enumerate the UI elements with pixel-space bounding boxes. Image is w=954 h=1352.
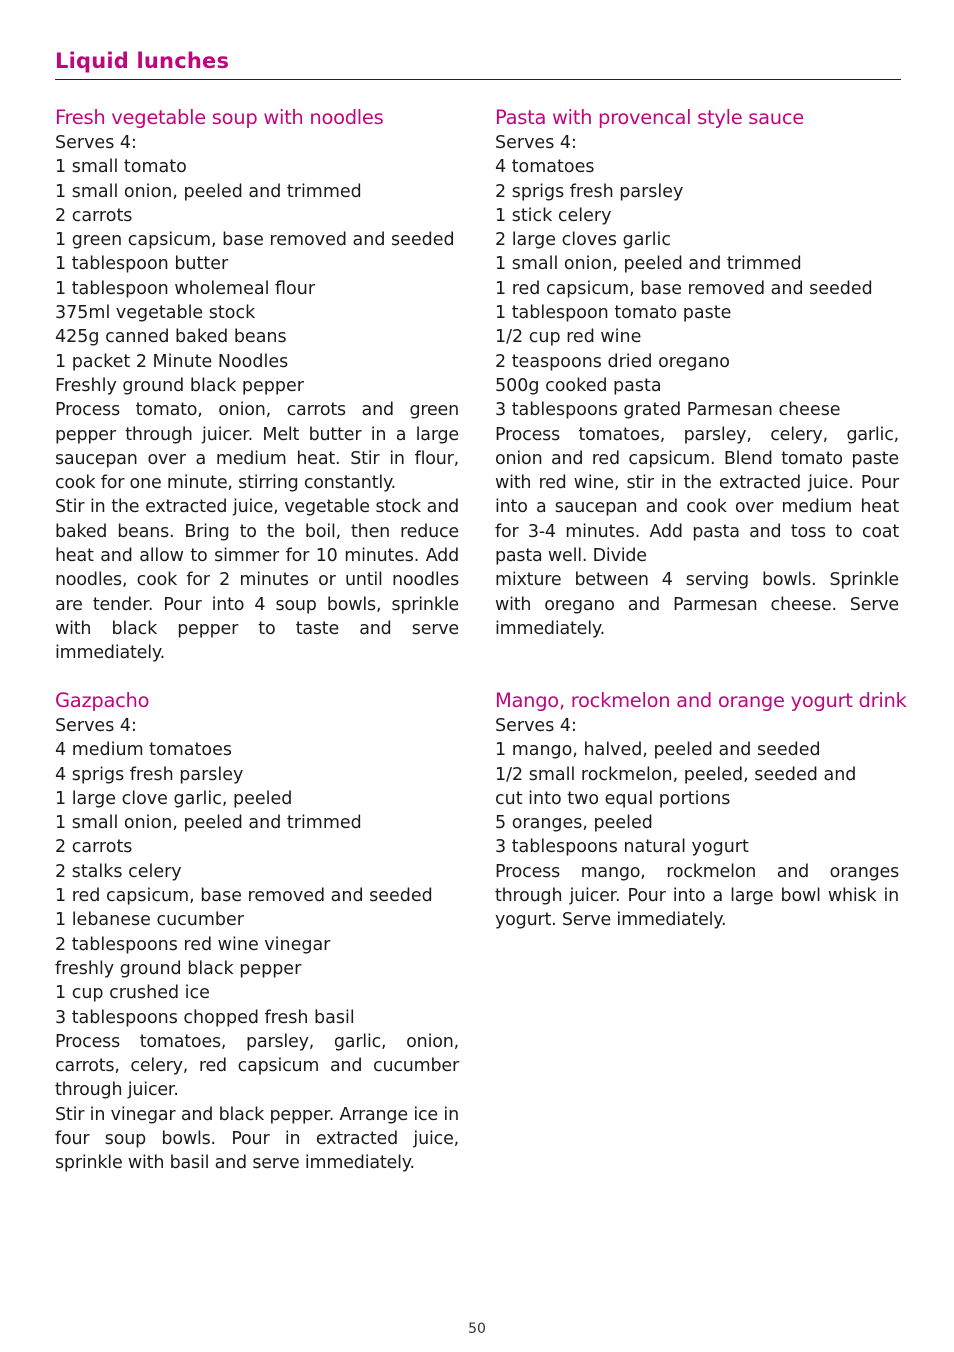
ingredient: 1 tablespoon butter — [55, 254, 229, 275]
method — [495, 423, 899, 642]
recipe-pasta-provencal — [495, 105, 899, 641]
method-paragraph: Stir in the extracted juice, vegetable stock and baked beans. Bring to the boil, then reduce heat and allow to simmer for 10 minutes. Add noodles, cook for 2 minutes or until noodles are tender. Pour into 4 soup bowls, sprinkle with black pepper to taste and serve immediately. — [55, 497, 459, 664]
ingredient: 1 green capsicum, base removed and seeded — [55, 230, 455, 251]
ingredient: 1 red capsicum, base removed and seeded — [495, 278, 873, 299]
ingredient: 4 sprigs fresh parsley — [55, 764, 244, 785]
ingredient: 3 tablespoons chopped fresh basil — [55, 1007, 355, 1028]
method-paragraph: Stir in vinegar and black pepper. Arrange ice in four soup bowls. Pour in extracted juice, sprinkle with basil and serve immediately. — [55, 1104, 459, 1174]
method-paragraph: Process tomato, onion, carrots and green pepper through juicer. Melt butter in a large saucepan over a medium heat. Stir in flour, cook for one minute, stirring constantly. — [55, 400, 459, 494]
ingredient: 2 tablespoons red wine vinegar — [55, 934, 331, 955]
ingredient-list — [495, 155, 899, 422]
ingredient: 2 large cloves garlic — [495, 230, 671, 251]
ingredient: freshly ground black pepper — [55, 958, 302, 979]
ingredient-list — [495, 738, 899, 859]
ingredient: 2 carrots — [55, 205, 133, 226]
section-title: Liquid lunches — [55, 49, 230, 73]
recipe-title: Gazpacho — [55, 689, 150, 712]
ingredient: 1 lebanese cucumber — [55, 910, 245, 931]
recipe-fresh-vegetable-soup — [55, 105, 459, 666]
ingredient: 1/2 cup red wine — [495, 327, 642, 348]
ingredient: 1 mango, halved, peeled and seeded — [495, 740, 821, 761]
method — [55, 1030, 459, 1176]
ingredient: 1 small onion, peeled and trimmed — [495, 254, 802, 275]
ingredient: 1 tablespoon wholemeal flour — [55, 278, 316, 299]
ingredient: 1 large clove garlic, peeled — [55, 788, 293, 809]
ingredient: 500g cooked pasta — [495, 375, 662, 396]
ingredient-list — [55, 155, 459, 398]
ingredient: Freshly ground black pepper — [55, 375, 304, 396]
recipe-title: Fresh vegetable soup with noodles — [55, 106, 384, 129]
serves: Serves 4: — [495, 716, 577, 736]
ingredient: 425g canned baked beans — [55, 327, 287, 348]
ingredient: 4 medium tomatoes — [55, 740, 232, 761]
method-paragraph: Process tomatoes, parsley, celery, garlic, onion and red capsicum. Blend tomato paste with red wine, stir in the extracted juice. Pour into a saucepan and cook over medium heat for 3-4 minutes. Add pasta and toss to coat pasta well. Divide — [495, 424, 899, 567]
ingredient: 3 tablespoons grated Parmesan cheese — [495, 400, 841, 421]
ingredient: 1 stick celery — [495, 205, 612, 226]
method-paragraph: Process tomatoes, parsley, garlic, onion, carrots, celery, red capsicum and cucumber through juicer. — [55, 1031, 459, 1101]
page-number: 50 — [468, 1321, 486, 1337]
ingredient: 2 stalks celery — [55, 861, 182, 882]
recipe-title: Pasta with provencal style sauce — [495, 106, 804, 129]
method-paragraph: Process mango, rockmelon and oranges through juicer. Pour into a large bowl whisk in yogurt. Serve immediately. — [495, 861, 899, 931]
ingredient: 5 oranges, peeled — [495, 813, 653, 834]
method — [55, 398, 459, 665]
ingredient: 2 teaspoons dried oregano — [495, 351, 730, 372]
ingredient: 2 sprigs fresh parsley — [495, 181, 684, 202]
recipe-gazpacho — [55, 688, 459, 1176]
ingredient: 3 tablespoons natural yogurt — [495, 837, 749, 858]
recipe-mango-yogurt-drink — [495, 688, 907, 933]
ingredient: 2 carrots — [55, 837, 133, 858]
method-paragraph: mixture between 4 serving bowls. Sprinkle with oregano and Parmesan cheese. Serve immediately. — [495, 570, 899, 639]
ingredient: 375ml vegetable stock — [55, 303, 256, 324]
ingredient: 1 small onion, peeled and trimmed — [55, 181, 362, 202]
ingredient: 1 tablespoon tomato paste — [495, 303, 732, 324]
ingredient: 1 small tomato — [55, 157, 187, 178]
serves: Serves 4: — [495, 133, 577, 153]
ingredient: 4 tomatoes — [495, 157, 595, 178]
ingredient-list — [55, 738, 459, 1030]
header-rule — [55, 79, 901, 80]
ingredient: cut into two equal portions — [495, 788, 731, 809]
recipe-title: Mango, rockmelon and orange yogurt drink — [495, 689, 907, 712]
ingredient: 1 red capsicum, base removed and seeded — [55, 886, 433, 907]
ingredient: 1 small onion, peeled and trimmed — [55, 813, 362, 834]
ingredient: 1/2 small rockmelon, peeled, seeded and — [495, 764, 857, 785]
ingredient: 1 cup crushed ice — [55, 983, 210, 1004]
method — [495, 860, 899, 933]
serves: Serves 4: — [55, 716, 137, 736]
ingredient: 1 packet 2 Minute Noodles — [55, 351, 289, 372]
serves: Serves 4: — [55, 133, 137, 153]
